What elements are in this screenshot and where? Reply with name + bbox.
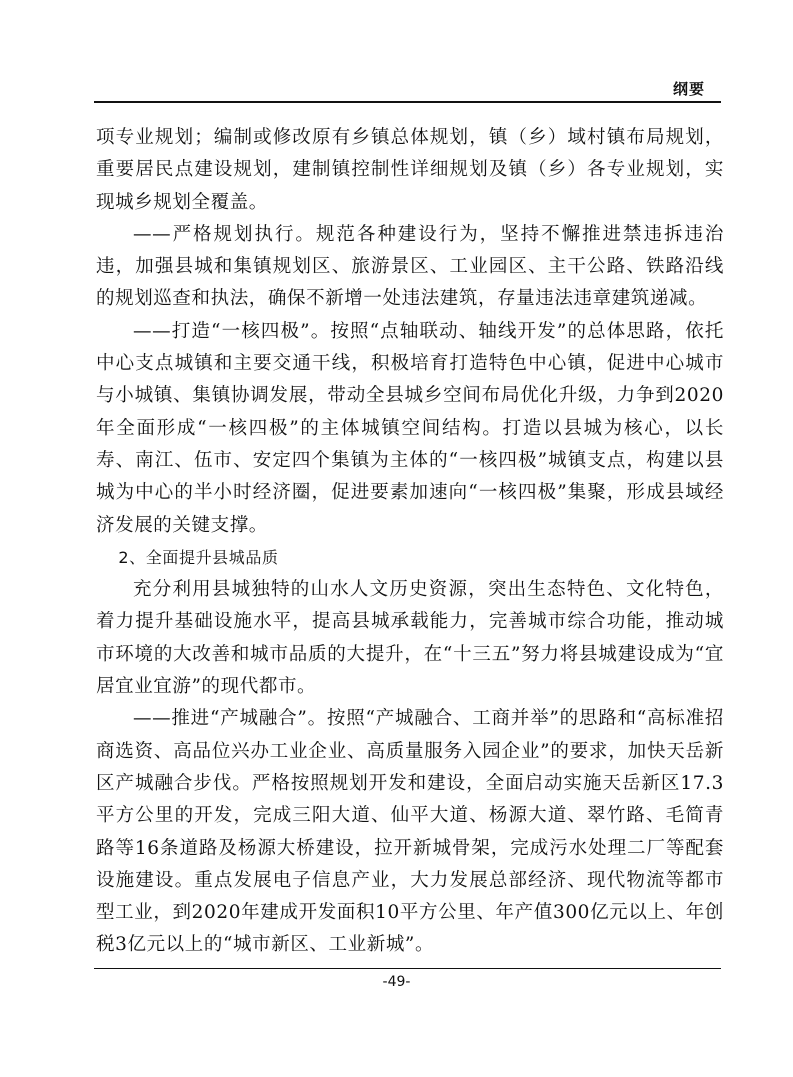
paragraph-continuation: 项专业规划；编制或修改原有乡镇总体规划，镇（乡）域村镇布局规划，重要居民点建设规划，建制镇控制性详细规划及镇（乡）各专业规划，实现城乡规划全覆盖。 bbox=[96, 127, 724, 213]
section-subheading: 2、全面提升县城品质 bbox=[118, 547, 279, 567]
paragraph-industry-city-integration: ——推进“产城融合”。按照“产城融合、工商并举”的思路和“高标准招商选资、高品位兴办工业企业、高质量服务入园企业”的要求，加快天岳新区产城融合步伐。严格按照规划开发和建设，全面启动实施天岳新区17.3平方公里的开发，完成三阳大道、仙平大道、杨源大道、翠竹路、毛简青路等16条道路及杨源大桥建设，拉开新城骨架，完成污水处理二厂等配套设施建设。重点发展电子信息产业，大力发展总部经济、现代物流等都市型工业，到2020年建成开发面积10平方公里、年产值300亿元以上、年创税3亿元以上的“城市新区、工业新城”。 bbox=[96, 708, 724, 956]
header-rule bbox=[94, 101, 721, 103]
paragraph-strict-planning: ——严格规划执行。规范各种建设行为，坚持不懈推进禁违拆违治违，加强县城和集镇规划区、旅游景区、工业园区、主干公路、铁路沿线的规划巡查和执法，确保不新增一处违法建筑，存量违法违章建筑递减。 bbox=[96, 223, 724, 310]
paragraph-one-core-four-poles: ——打造“一核四极”。按照“点轴联动、轴线开发”的总体思路，依托中心支点城镇和主要交通干线，积极培育打造特色中心镇，促进中心城市与小城镇、集镇协调发展，带动全县城乡空间布局优化升级，力争到2020年全面形成“一核四极”的主体城镇空间结构。打造以县城为核心，以长寿、南江、伍市、安定四个集镇为主体的“一核四极”城镇支点，构建以县城为中心的半小时经济圈，促进要素加速向“一核四极”集聚，形成县域经济发展的关键支撑。 bbox=[96, 320, 724, 536]
body-content bbox=[96, 122, 724, 962]
page-number: -49- bbox=[382, 974, 411, 990]
paragraph-county-quality: 充分利用县城独特的山水人文历史资源，突出生态特色、文化特色，着力提升基础设施水平，提高县城承载能力，完善城市综合功能，推动城市环境的大改善和城市品质的大提升，在“十三五”努力将县城建设成为“宜居宜业宜游”的现代都市。 bbox=[96, 579, 724, 698]
footer-rule bbox=[94, 968, 721, 969]
header-label: 纲要 bbox=[672, 80, 705, 98]
